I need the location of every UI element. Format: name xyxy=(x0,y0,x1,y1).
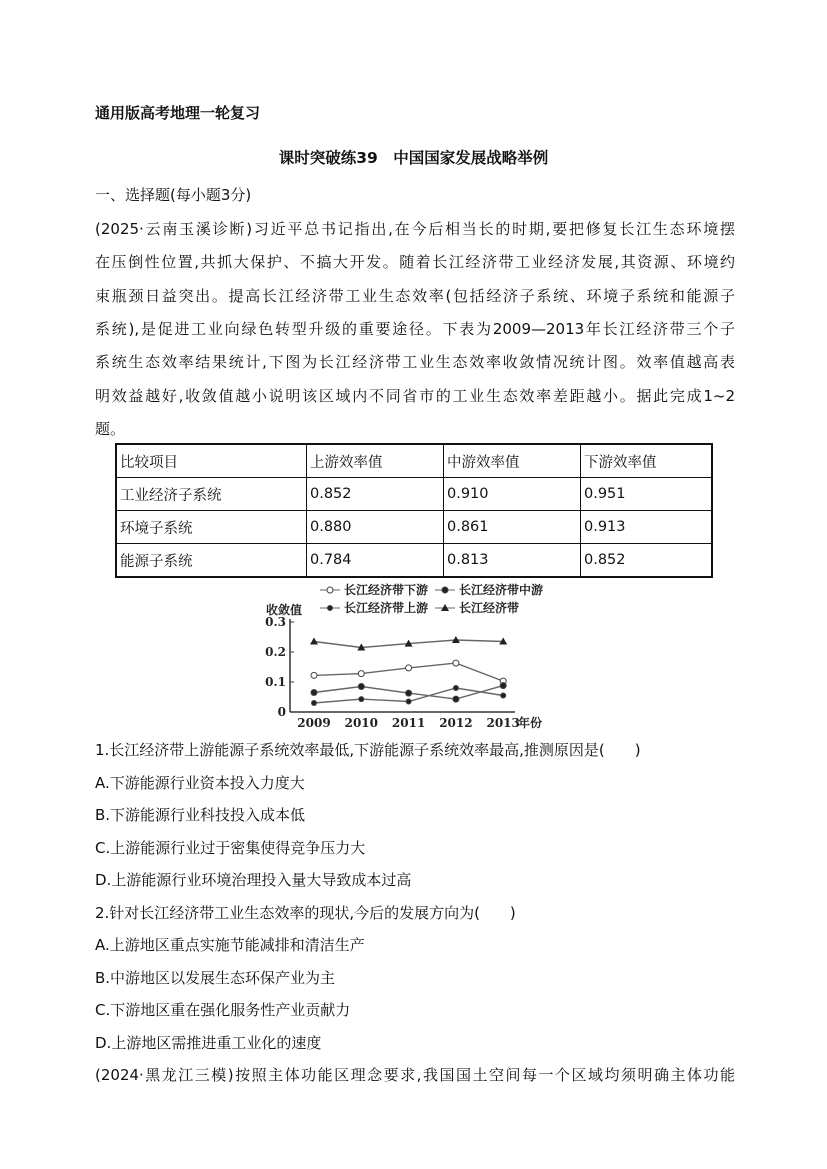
intro-line: (2025·云南玉溪诊断)习近平总书记指出,在今后相当长的时期,要把修复长江生态环境摆 xyxy=(95,220,735,238)
table-row xyxy=(116,511,712,544)
answer-option[interactable]: A.上游地区重点实施节能减排和清洁生产 xyxy=(95,936,365,954)
marker-filled-circle xyxy=(500,683,506,689)
legend-label: 长江经济带 xyxy=(459,601,520,615)
table-cell: 0.913 xyxy=(581,511,713,544)
x-axis-label: 年份 xyxy=(518,716,543,730)
section-heading: 一、选择题(每小题3分) xyxy=(95,186,252,204)
legend-label: 长江经济带中游 xyxy=(459,583,544,597)
convergence-chart xyxy=(260,580,560,730)
y-tick-label: 0.2 xyxy=(265,645,286,659)
marker-open-circle xyxy=(453,660,459,666)
x-tick-label: 2009 xyxy=(297,716,331,730)
marker-filled-circle xyxy=(406,690,412,696)
column-header: 中游效率值 xyxy=(444,444,581,478)
table-cell: 0.861 xyxy=(444,511,581,544)
table-cell: 0.784 xyxy=(307,544,444,578)
column-header: 上游效率值 xyxy=(307,444,444,478)
next-passage: (2024·黑龙江三模)按照主体功能区理念要求,我国国土空间每一个区域均须明确主体功能 xyxy=(95,1066,735,1084)
legend-label: 长江经济带上游 xyxy=(344,601,429,615)
y-axis-label: 收敛值 xyxy=(266,603,303,617)
answer-option[interactable]: B.下游能源行业科技投入成本低 xyxy=(95,806,306,824)
efficiency-table xyxy=(115,443,713,578)
intro-line: 题。 xyxy=(95,419,126,438)
y-tick-label: 0.1 xyxy=(265,675,286,689)
table-cell: 0.852 xyxy=(581,544,713,578)
intro-line: 在压倒性位置,共抓大保护、不搞大开发。随着长江经济带工业经济发展,其资源、环境约 xyxy=(95,253,735,272)
marker-dot xyxy=(501,693,506,698)
marker-open-circle xyxy=(358,671,364,677)
intro-line: 束瓶颈日益突出。提高长江经济带工业生态效率(包括经济子系统、环境子系统和能源子 xyxy=(95,286,735,305)
marker-open-circle xyxy=(311,672,317,678)
doc-header: 通用版高考地理一轮复习 xyxy=(95,104,261,122)
table-cell: 能源子系统 xyxy=(116,544,307,578)
answer-option[interactable]: C.上游能源行业过于密集使得竞争压力大 xyxy=(95,838,366,857)
marker-filled-circle xyxy=(311,690,317,696)
x-tick-label: 2011 xyxy=(391,716,426,730)
marker-open-circle xyxy=(406,665,412,671)
x-tick-label: 2010 xyxy=(344,716,379,730)
question-stem: 1.长江经济带上游能源子系统效率最低,下游能源子系统效率最高,推测原因是( ) xyxy=(95,741,641,759)
table-cell: 0.852 xyxy=(307,478,444,511)
x-tick-label: 2012 xyxy=(439,716,473,730)
answer-option[interactable]: B.中游地区以发展生态环保产业为主 xyxy=(95,968,336,987)
table-cell: 环境子系统 xyxy=(116,511,307,544)
marker-dot xyxy=(312,701,317,706)
legend-label: 长江经济带下游 xyxy=(344,583,429,597)
answer-option[interactable]: D.上游地区需推进重工业化的速度 xyxy=(95,1033,322,1052)
question-stem: 2.针对长江经济带工业生态效率的现状,今后的发展方向为( ) xyxy=(95,903,516,922)
column-header: 比较项目 xyxy=(116,444,307,478)
marker-filled-circle xyxy=(453,696,459,702)
intro-line: 系统),是促进工业向绿色转型升级的重要途径。下表为2009—2013年长江经济带三个子 xyxy=(95,319,735,338)
marker-dot xyxy=(453,686,458,691)
marker-dot xyxy=(328,606,333,611)
table-cell: 0.910 xyxy=(444,478,581,511)
table-header-row xyxy=(116,444,712,478)
marker-filled-circle xyxy=(358,684,364,690)
intro-line: 系统生态效率结果统计,下图为长江经济带工业生态效率收敛情况统计图。效率值越高表 xyxy=(95,353,735,372)
page-title: 课时突破练39 中国国家发展战略举例 xyxy=(278,149,549,167)
y-tick-label: 0 xyxy=(277,705,286,719)
marker-filled-circle xyxy=(442,587,448,593)
x-tick-label: 2013 xyxy=(486,716,520,730)
table-row xyxy=(116,478,712,511)
marker-triangle xyxy=(310,638,318,645)
table-cell: 0.813 xyxy=(444,544,581,578)
marker-dot xyxy=(406,699,411,704)
column-header: 下游效率值 xyxy=(581,444,713,478)
intro-line: 明效益越好,收敛值越小说明该区域内不同省市的工业生态效率差距越小。据此完成1~2 xyxy=(95,386,735,405)
answer-option[interactable]: C.下游地区重在强化服务性产业贡献力 xyxy=(95,1001,351,1019)
table-cell: 工业经济子系统 xyxy=(116,478,307,511)
y-tick-label: 0.3 xyxy=(265,615,286,629)
marker-open-circle xyxy=(327,587,333,593)
answer-option[interactable]: D.上游能源行业环境治理投入量大导致成本过高 xyxy=(95,871,412,889)
marker-dot xyxy=(359,697,364,702)
answer-option[interactable]: A.下游能源行业资本投入力度大 xyxy=(95,773,305,792)
table-cell: 0.880 xyxy=(307,511,444,544)
table-cell: 0.951 xyxy=(581,478,713,511)
table-row xyxy=(116,544,712,578)
